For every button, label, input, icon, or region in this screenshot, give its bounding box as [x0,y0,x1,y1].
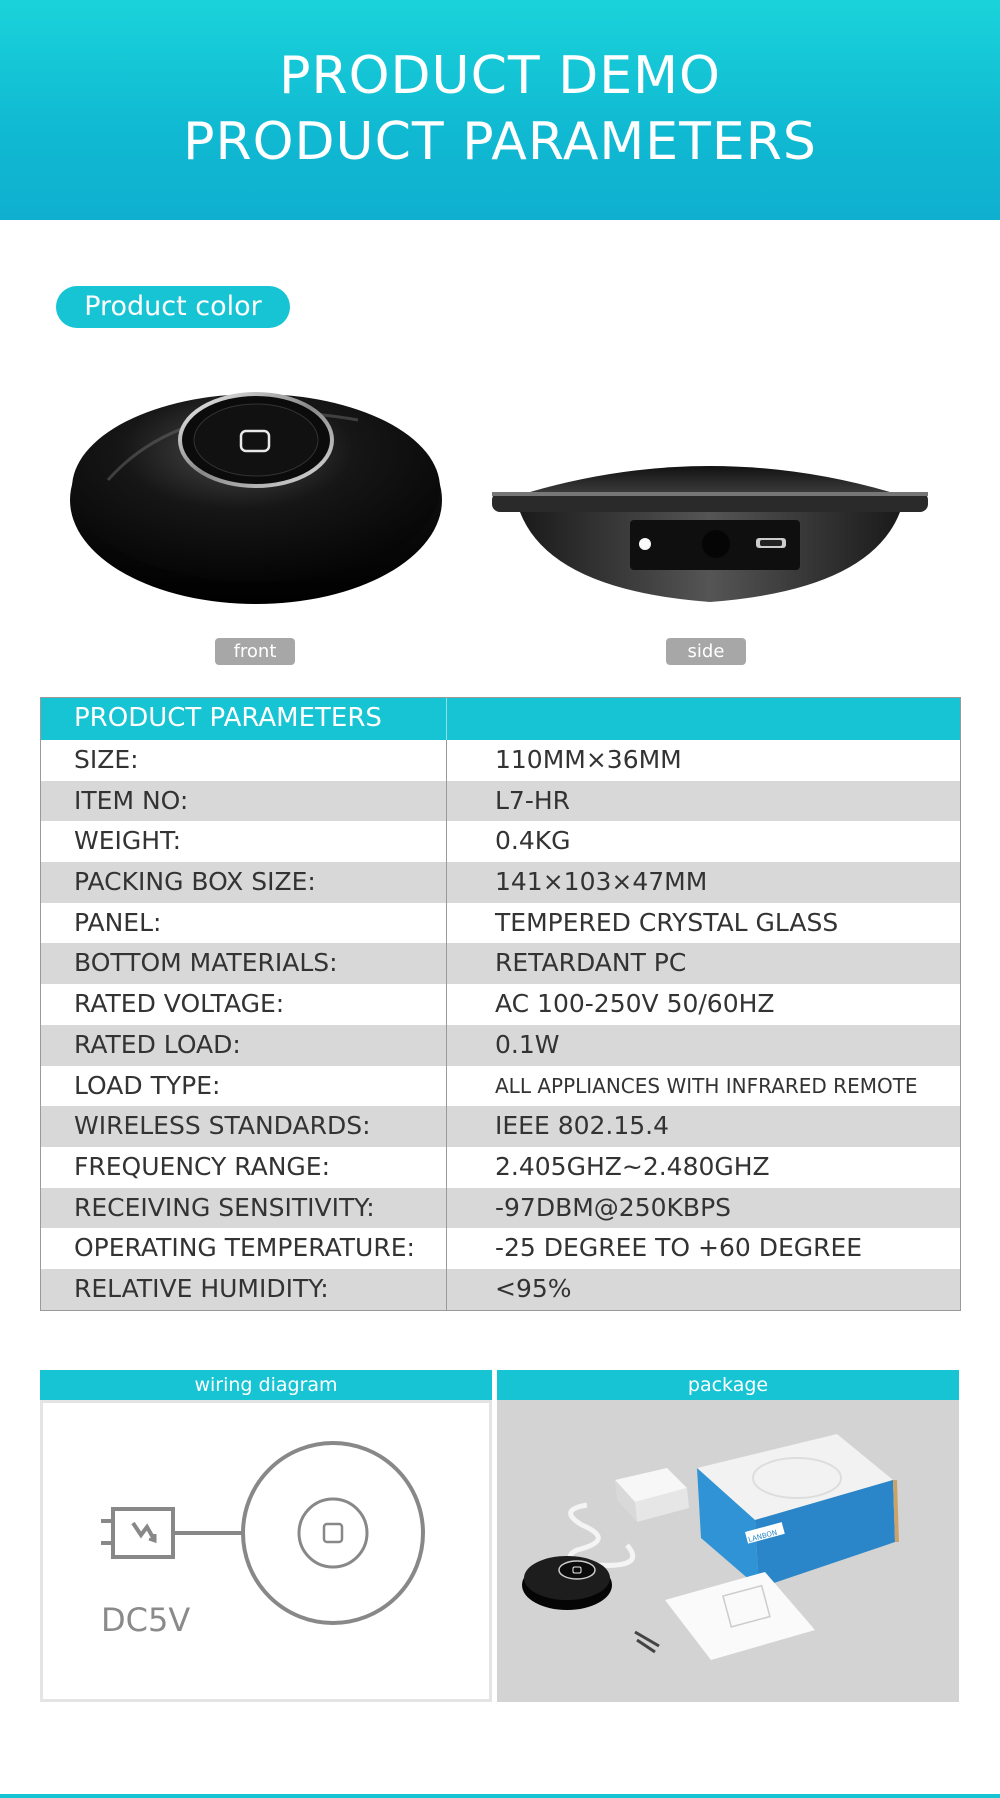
param-name: ITEM NO: [41,781,447,822]
table-header-empty-cell [447,698,960,740]
table-row [41,781,960,822]
param-value: IEEE 802.15.4 [495,1111,670,1141]
param-value: 2.405GHZ~2.480GHZ [495,1151,770,1181]
wiring-diagram-title: wiring diagram [40,1370,492,1400]
product-color-label: Product color [56,286,290,328]
param-value: RETARDANT PC [495,948,687,978]
table-header: PRODUCT PARAMETERS [41,698,447,740]
param-value: -97DBM@250KBPS [495,1192,732,1222]
table-row [41,740,960,781]
param-name: LOAD TYPE: [41,1066,447,1107]
param-value: AC 100-250V 50/60HZ [495,989,775,1019]
package-contents-image [497,1400,959,1702]
param-name: FREQUENCY RANGE: [41,1147,447,1188]
param-name: RATED LOAD: [41,1025,447,1066]
table-row [41,1025,960,1066]
param-name: BOTTOM MATERIALS: [41,943,447,984]
param-value: 0.4KG [495,826,571,856]
table-row [41,1147,960,1188]
param-name: RATED VOLTAGE: [41,984,447,1025]
param-name: RECEIVING SENSITIVITY: [41,1188,447,1229]
param-value: L7-HR [495,785,571,815]
table-row [41,903,960,944]
param-value: <95% [495,1273,572,1303]
table-row [41,821,960,862]
param-value: -25 DEGREE TO +60 DEGREE [495,1233,863,1263]
param-value: 110MM×36MM [495,745,682,774]
param-name: OPERATING TEMPERATURE: [41,1228,447,1269]
product-side-image [490,440,930,614]
wiring-diagram-panel [40,1400,492,1702]
table-row [41,1106,960,1147]
product-front-image [68,370,446,614]
table-header-row [41,698,960,740]
front-view-tag: front [215,638,295,665]
table-row [41,862,960,903]
header-banner [0,0,1000,220]
page-title-line1: PRODUCT DEMO [279,46,721,106]
param-value: TEMPERED CRYSTAL GLASS [495,907,839,937]
param-name: WIRELESS STANDARDS: [41,1106,447,1147]
param-name: RELATIVE HUMIDITY: [41,1269,447,1310]
power-label: DC5V [101,1601,191,1639]
package-panel [497,1400,959,1702]
side-view-tag: side [666,638,746,665]
box-brand-label: LANBON [747,1528,779,1544]
page-title-line2: PRODUCT PARAMETERS [183,112,817,172]
package-title: package [497,1370,959,1400]
table-row [41,1066,960,1107]
table-row [41,1188,960,1229]
parameters-table [40,697,961,1311]
param-name: WEIGHT: [41,821,447,862]
param-name: PACKING BOX SIZE: [41,862,447,903]
param-value: ALL APPLIANCES WITH INFRARED REMOTE [495,1073,918,1098]
bottom-accent-line [0,1794,1000,1798]
table-row [41,943,960,984]
param-name: SIZE: [41,740,447,781]
table-row [41,984,960,1025]
param-value: 0.1W [495,1029,560,1059]
table-row [41,1269,960,1310]
table-row [41,1228,960,1269]
param-name: PANEL: [41,903,447,944]
wiring-diagram-icon [43,1403,489,1699]
param-value: 141×103×47MM [495,867,708,897]
